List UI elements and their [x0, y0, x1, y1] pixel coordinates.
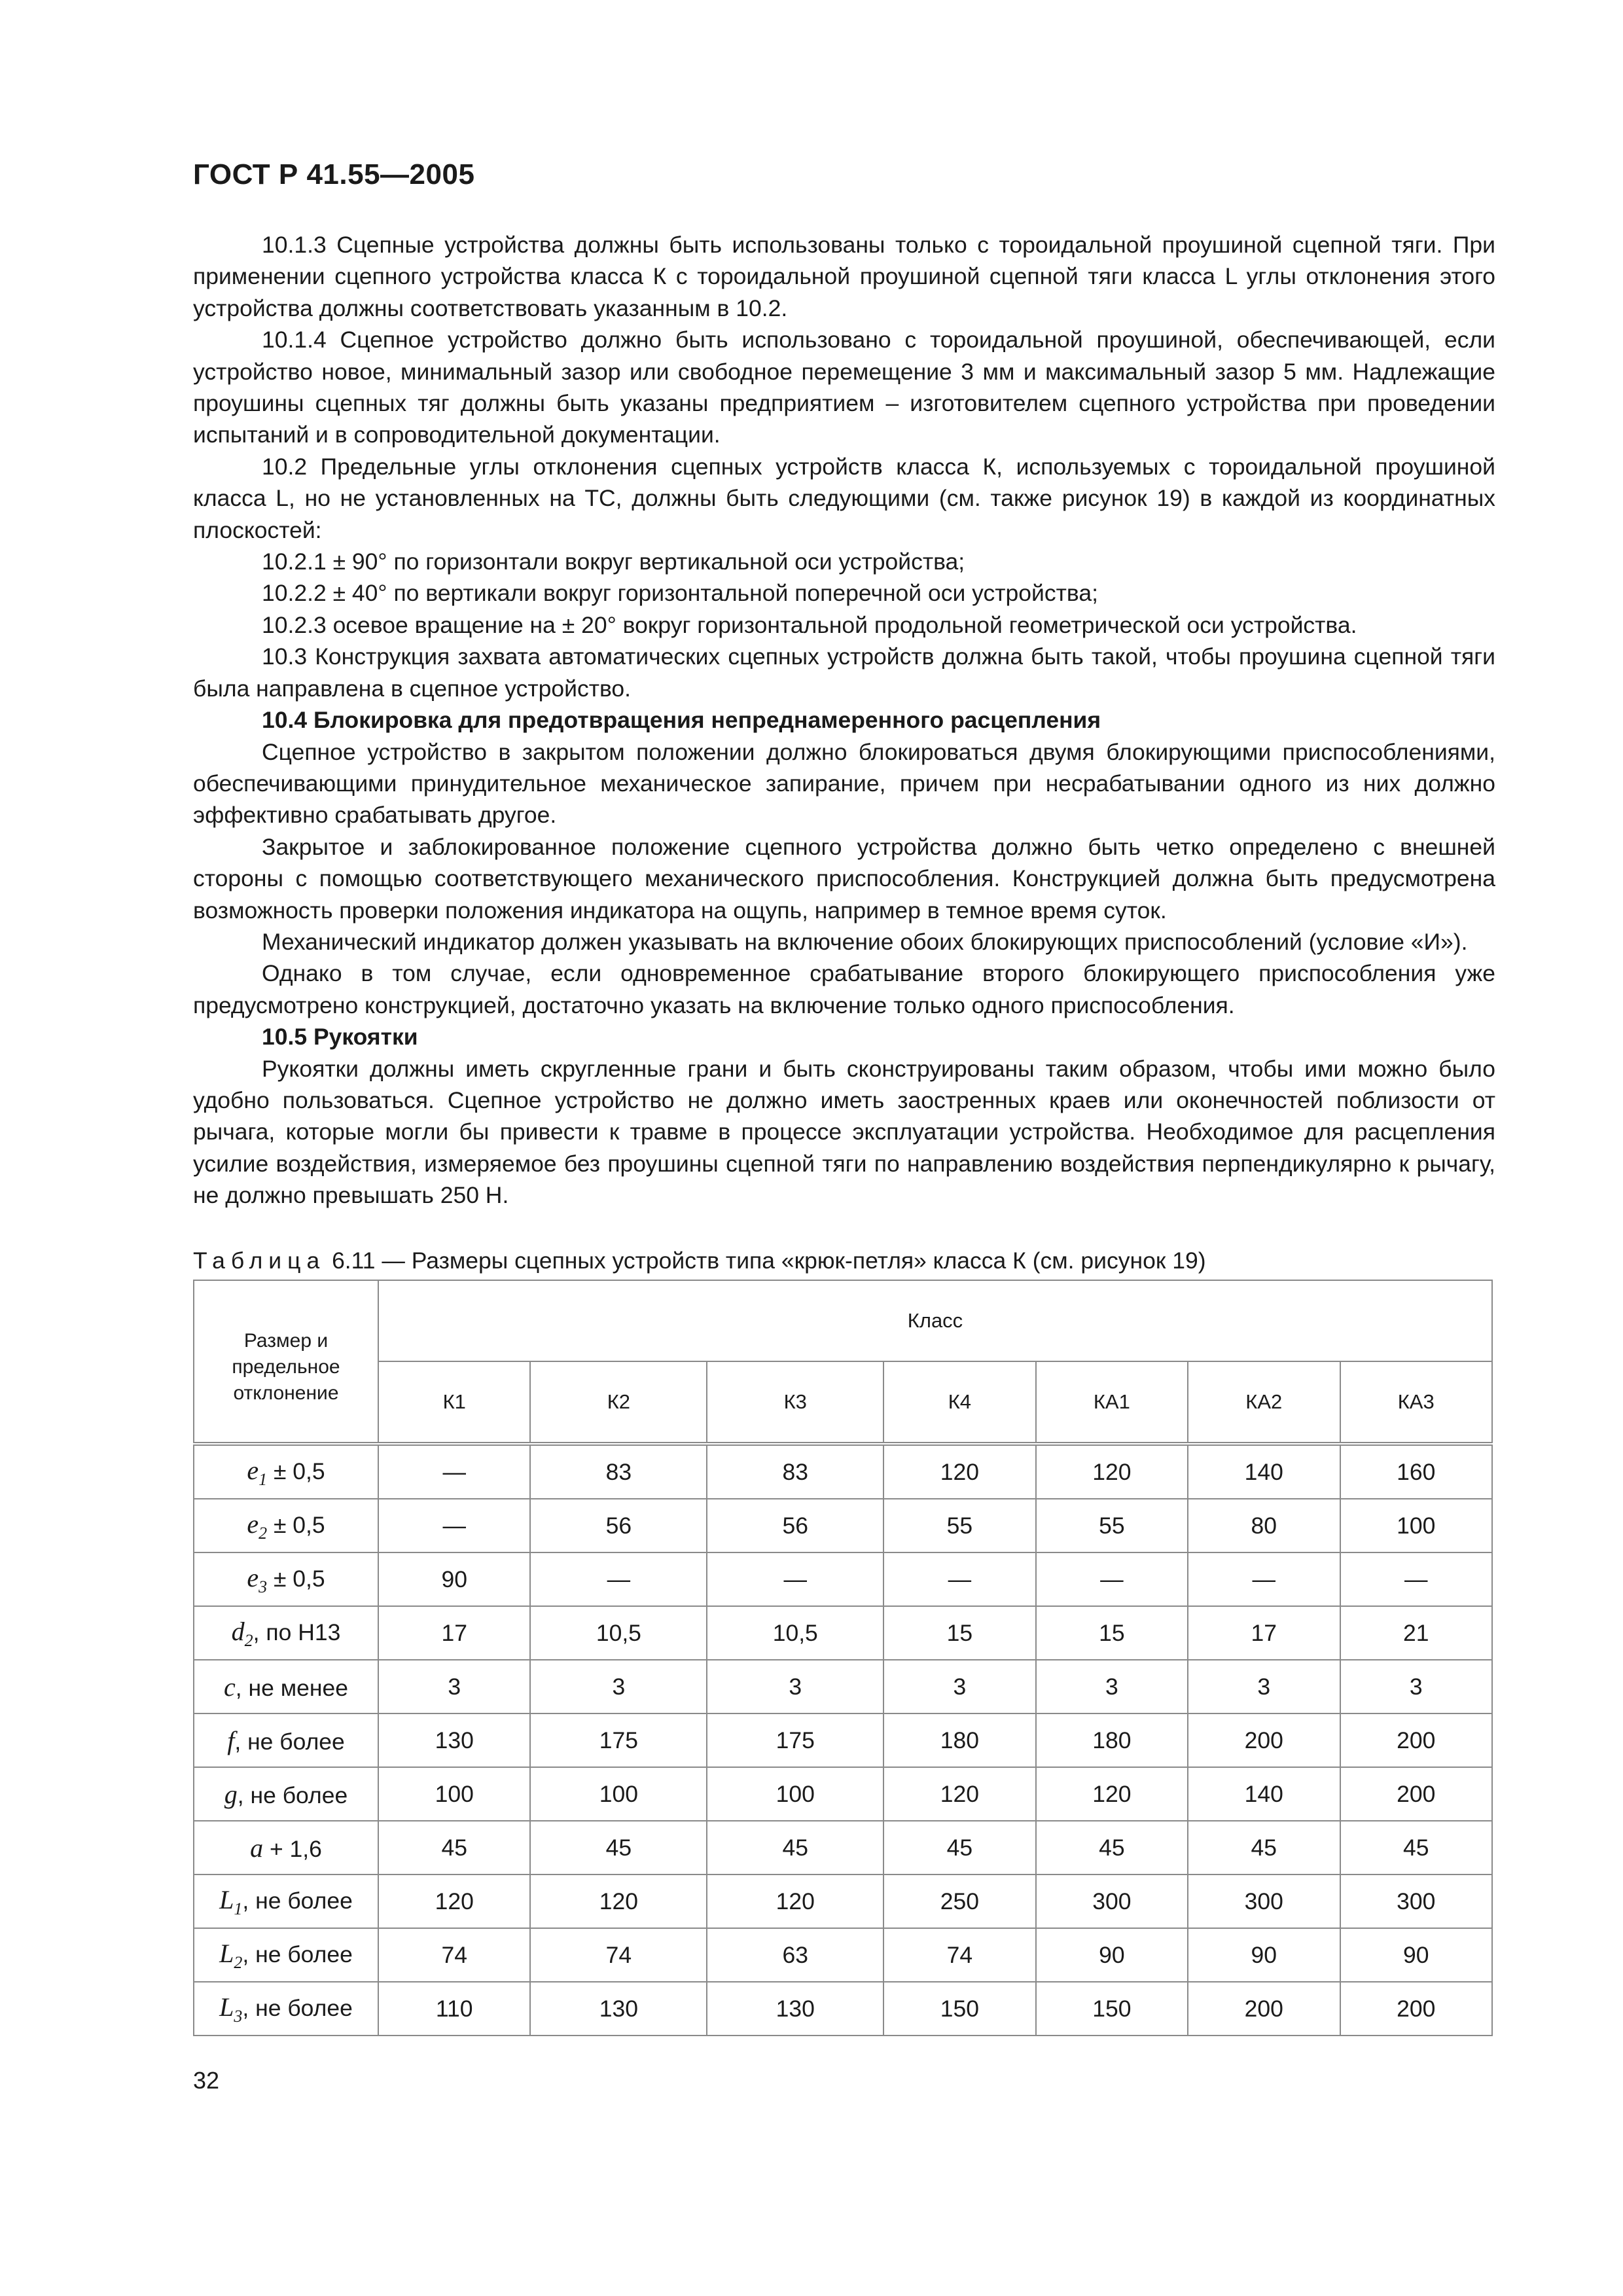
table-cell: 45: [378, 1821, 530, 1874]
table-cell: 130: [378, 1713, 530, 1767]
class-column-header: КА1: [1036, 1361, 1188, 1444]
table-row: [194, 1767, 1492, 1821]
dimension-label-cell: [194, 1821, 378, 1874]
table-cell: 10,5: [530, 1606, 707, 1660]
table-cell: 45: [707, 1821, 883, 1874]
table-cell: 3: [1340, 1660, 1493, 1713]
dimension-symbol-letter: c: [224, 1672, 236, 1702]
dimension-symbol-subscript: 2: [259, 1523, 268, 1543]
table-cell: —: [378, 1444, 530, 1499]
table-cell: 200: [1188, 1713, 1340, 1767]
table-caption-text: 6.11 — Размеры сцепных устройств типа «крюк-петля» класса К (см. рисунок 19): [325, 1247, 1206, 1274]
table-cell: 110: [378, 1982, 530, 2036]
dimension-symbol-letter: e: [247, 1509, 259, 1539]
dimension-qualifier: , по Н13: [253, 1619, 341, 1645]
class-column-header: КА2: [1188, 1361, 1340, 1444]
dimension-qualifier: + 1,6: [263, 1835, 322, 1862]
table-cell: 200: [1340, 1767, 1493, 1821]
table-row: [194, 1552, 1492, 1606]
table-cell: 300: [1340, 1874, 1493, 1928]
dimension-symbol-letter: a: [250, 1833, 264, 1863]
dimension-symbol: [219, 1884, 243, 1918]
table-cell: 120: [883, 1444, 1035, 1499]
dimension-symbol: [224, 1780, 238, 1809]
table-cell: 56: [707, 1499, 883, 1552]
table-cell: 130: [707, 1982, 883, 2036]
dimension-label-cell: [194, 1767, 378, 1821]
table-cell: 160: [1340, 1444, 1493, 1499]
table-cell: 3: [530, 1660, 707, 1713]
table-cell: 15: [1036, 1606, 1188, 1660]
table-row: [194, 1606, 1492, 1660]
dimension-label-cell: [194, 1606, 378, 1660]
dimension-symbol: [227, 1726, 234, 1755]
table-cell: 120: [883, 1767, 1035, 1821]
dimension-symbol: [219, 1992, 243, 2026]
section-heading-10-4: 10.4 Блокировка для предотвращения непреднамеренного расцепления: [262, 707, 1101, 734]
table-cell: 15: [883, 1606, 1035, 1660]
table-cell: 10,5: [707, 1606, 883, 1660]
class-header: Класс: [378, 1280, 1492, 1361]
paragraph-10-3: 10.3 Конструкция захвата автоматических сцепных устройств должна быть такой, чтобы проушина сцепной тяги была направлена в сцепное устройство.: [193, 643, 1495, 702]
dimension-label-cell: [194, 1499, 378, 1552]
dimension-qualifier: ± 0,5: [267, 1511, 325, 1538]
table-cell: 180: [883, 1713, 1035, 1767]
dimension-symbol-letter: f: [227, 1725, 235, 1755]
dimension-qualifier: , не более: [242, 1941, 353, 1967]
dimensions-table: [193, 1280, 1493, 2036]
table-cell: 250: [883, 1874, 1035, 1928]
table-cell: 90: [1340, 1928, 1493, 1982]
dimension-label-cell: [194, 1660, 378, 1713]
dimension-qualifier: ± 0,5: [267, 1565, 325, 1592]
paragraph-10-2-1: 10.2.1 ± 90° по горизонтали вокруг вертикальной оси устройства;: [262, 548, 965, 575]
table-cell: 100: [378, 1767, 530, 1821]
table-cell: 90: [1188, 1928, 1340, 1982]
table-row: [194, 1821, 1492, 1874]
dimension-symbol: [250, 1833, 263, 1863]
dimension-symbol: [247, 1562, 268, 1596]
body-text: [193, 229, 1495, 1211]
table-cell: 200: [1188, 1982, 1340, 2036]
paragraph-10-4-a: Сцепное устройство в закрытом положении должно блокироваться двумя блокирующими приспособлениями, обеспечивающими принудительное механическое запирание, причем при несрабатывании одного из них должно эффективно срабатывать другое.: [193, 738, 1495, 829]
section-heading-10-5: 10.5 Рукоятки: [262, 1024, 418, 1050]
table-cell: 120: [1036, 1767, 1188, 1821]
table-cell: 17: [1188, 1606, 1340, 1660]
class-column-header: К2: [530, 1361, 707, 1444]
size-column-header: Размер и предельное отклонение: [194, 1280, 378, 1444]
table-cell: 74: [530, 1928, 707, 1982]
dimension-qualifier: , не более: [234, 1728, 345, 1755]
table-cell: 45: [1188, 1821, 1340, 1874]
table-cell: 200: [1340, 1713, 1493, 1767]
paragraph-10-2: 10.2 Предельные углы отклонения сцепных устройств класса К, используемых с тороидальной проушиной класса L, но не установленных на ТС, должны быть следующими (см. также рисунок 19) в каждой из координатных плоскостей:: [193, 453, 1495, 543]
dimension-symbol-subscript: 2: [244, 1630, 253, 1650]
dimension-label-cell: [194, 1928, 378, 1982]
dimension-label-cell: [194, 1444, 378, 1499]
paragraph-10-5: Рукоятки должны иметь скругленные грани и быть сконструированы таким образом, чтобы ими можно было удобно пользоваться. Сцепное устройство не должно иметь заостренных краев или оконечностей поблизости от рычага, которые могли бы привести к травме в процессе эксплуатации устройства. Необходимое для расцепления усилие воздействия, измеряемое без проушины сцепной тяги по направлению воздействия перпендикулярно к рычагу, не должно превышать 250 Н.: [193, 1055, 1495, 1209]
table-caption: [193, 1245, 1502, 1276]
table-cell: 180: [1036, 1713, 1188, 1767]
dimension-symbol: [231, 1616, 253, 1650]
dimension-symbol-subscript: 1: [234, 1899, 243, 1918]
dimension-symbol-subscript: 3: [234, 2006, 243, 2026]
table-cell: 140: [1188, 1767, 1340, 1821]
table-row: [194, 1874, 1492, 1928]
dimension-qualifier: ± 0,5: [267, 1458, 325, 1484]
document-header: ГОСТ Р 41.55—2005: [193, 158, 475, 190]
table-cell: 100: [530, 1767, 707, 1821]
table-cell: 120: [1036, 1444, 1188, 1499]
table-cell: 130: [530, 1982, 707, 2036]
table-cell: 175: [530, 1713, 707, 1767]
paragraph-10-4-b: Закрытое и заблокированное положение сцепного устройства должно быть четко определено с внешней стороны с помощью соответствующего механического приспособления. Конструкцией должна быть предусмотрена возможность проверки положения индикатора на ощупь, например в темное время суток.: [193, 833, 1495, 924]
table-cell: —: [883, 1552, 1035, 1606]
dimension-symbol-subscript: 2: [234, 1952, 243, 1972]
table-cell: 3: [707, 1660, 883, 1713]
table-row: [194, 1928, 1492, 1982]
table-row: [194, 1660, 1492, 1713]
paragraph-10-4-c: Механический индикатор должен указывать на включение обоих блокирующих приспособлений (условие «И»).: [262, 928, 1468, 955]
table-cell: —: [1036, 1552, 1188, 1606]
table-cell: 150: [883, 1982, 1035, 2036]
table-cell: 3: [378, 1660, 530, 1713]
table-cell: 3: [883, 1660, 1035, 1713]
dimension-symbol-letter: L: [219, 1884, 234, 1914]
table-cell: 90: [378, 1552, 530, 1606]
dimension-symbol: [219, 1938, 243, 1972]
table-caption-label: Таблица: [193, 1247, 326, 1274]
table-cell: 45: [883, 1821, 1035, 1874]
table-cell: 120: [530, 1874, 707, 1928]
table-cell: 100: [707, 1767, 883, 1821]
table-cell: 80: [1188, 1499, 1340, 1552]
table-cell: 74: [378, 1928, 530, 1982]
dimension-symbol-letter: e: [247, 1455, 259, 1485]
table-cell: 120: [707, 1874, 883, 1928]
table-cell: —: [378, 1499, 530, 1552]
class-column-header: К3: [707, 1361, 883, 1444]
dimension-label-cell: [194, 1713, 378, 1767]
dimension-qualifier: , не более: [242, 1887, 353, 1914]
table-cell: 83: [530, 1444, 707, 1499]
dimension-label-cell: [194, 1552, 378, 1606]
table-cell: 63: [707, 1928, 883, 1982]
table-cell: 17: [378, 1606, 530, 1660]
table-cell: 45: [1036, 1821, 1188, 1874]
paragraph-10-1-4: 10.1.4 Сцепное устройство должно быть использовано с тороидальной проушиной, обеспечивающей, если устройство новое, минимальный зазор или свободное перемещение 3 мм и максимальный зазор 5 мм. Надлежащие проушины сцепных тяг должны быть указаны предприятием – изготовителем сцепного устройства при проведении испытаний и в сопроводительной документации.: [193, 327, 1495, 448]
table-cell: 21: [1340, 1606, 1493, 1660]
table-cell: 120: [378, 1874, 530, 1928]
dimension-qualifier: , не менее: [235, 1674, 348, 1701]
table-cell: 300: [1188, 1874, 1340, 1928]
dimension-symbol-subscript: 1: [259, 1469, 268, 1489]
dimension-symbol-letter: e: [247, 1562, 259, 1592]
table-row: [194, 1713, 1492, 1767]
class-column-header: К4: [883, 1361, 1035, 1444]
table-cell: —: [1340, 1552, 1493, 1606]
table-cell: 200: [1340, 1982, 1493, 2036]
dimension-symbol: [247, 1509, 268, 1543]
paragraph-10-1-3: 10.1.3 Сцепные устройства должны быть использованы только с тороидальной проушиной сцепной тяги. При применении сцепного устройства класса К с тороидальной проушиной сцепной тяги класса L углы отклонения этого устройства должны соответствовать указанным в 10.2.: [193, 232, 1495, 321]
table-row: [194, 1444, 1492, 1499]
dimension-symbol: [247, 1455, 268, 1489]
table-cell: —: [530, 1552, 707, 1606]
dimension-symbol-letter: d: [231, 1616, 245, 1646]
table-cell: 45: [1340, 1821, 1493, 1874]
table-cell: 175: [707, 1713, 883, 1767]
table-cell: 150: [1036, 1982, 1188, 2036]
table-row: [194, 1499, 1492, 1552]
page-number: 32: [193, 2067, 220, 2094]
table-cell: 140: [1188, 1444, 1340, 1499]
table-cell: 74: [883, 1928, 1035, 1982]
dimension-label-cell: [194, 1982, 378, 2036]
dimension-qualifier: , не более: [242, 1994, 353, 2021]
dimension-symbol-letter: L: [219, 1938, 234, 1968]
paragraph-10-2-3: 10.2.3 осевое вращение на ± 20° вокруг горизонтальной продольной геометрической оси устройства.: [262, 611, 1357, 638]
class-column-header: КА3: [1340, 1361, 1493, 1444]
table-cell: —: [707, 1552, 883, 1606]
class-column-header: К1: [378, 1361, 530, 1444]
dimension-symbol-subscript: 3: [259, 1577, 268, 1596]
dimension-symbol: [224, 1672, 236, 1702]
paragraph-10-2-2: 10.2.2 ± 40° по вертикали вокруг горизонтальной поперечной оси устройства;: [262, 580, 1098, 607]
table-cell: —: [1188, 1552, 1340, 1606]
dimension-qualifier: , не более: [237, 1782, 348, 1808]
table-cell: 100: [1340, 1499, 1493, 1552]
dimension-symbol-letter: g: [224, 1779, 238, 1809]
table-cell: 3: [1036, 1660, 1188, 1713]
table-cell: 56: [530, 1499, 707, 1552]
table-cell: 300: [1036, 1874, 1188, 1928]
table-cell: 90: [1036, 1928, 1188, 1982]
paragraph-10-4-d: Однако в том случае, если одновременное срабатывание второго блокирующего приспособления уже предусмотрено конструкцией, достаточно указать на включение только одного приспособления.: [193, 960, 1495, 1018]
table-row: [194, 1982, 1492, 2036]
dimension-symbol-letter: L: [219, 1992, 234, 2022]
dimension-label-cell: [194, 1874, 378, 1928]
table-cell: 45: [530, 1821, 707, 1874]
table-cell: 83: [707, 1444, 883, 1499]
table-cell: 3: [1188, 1660, 1340, 1713]
table-cell: 55: [1036, 1499, 1188, 1552]
table-cell: 55: [883, 1499, 1035, 1552]
